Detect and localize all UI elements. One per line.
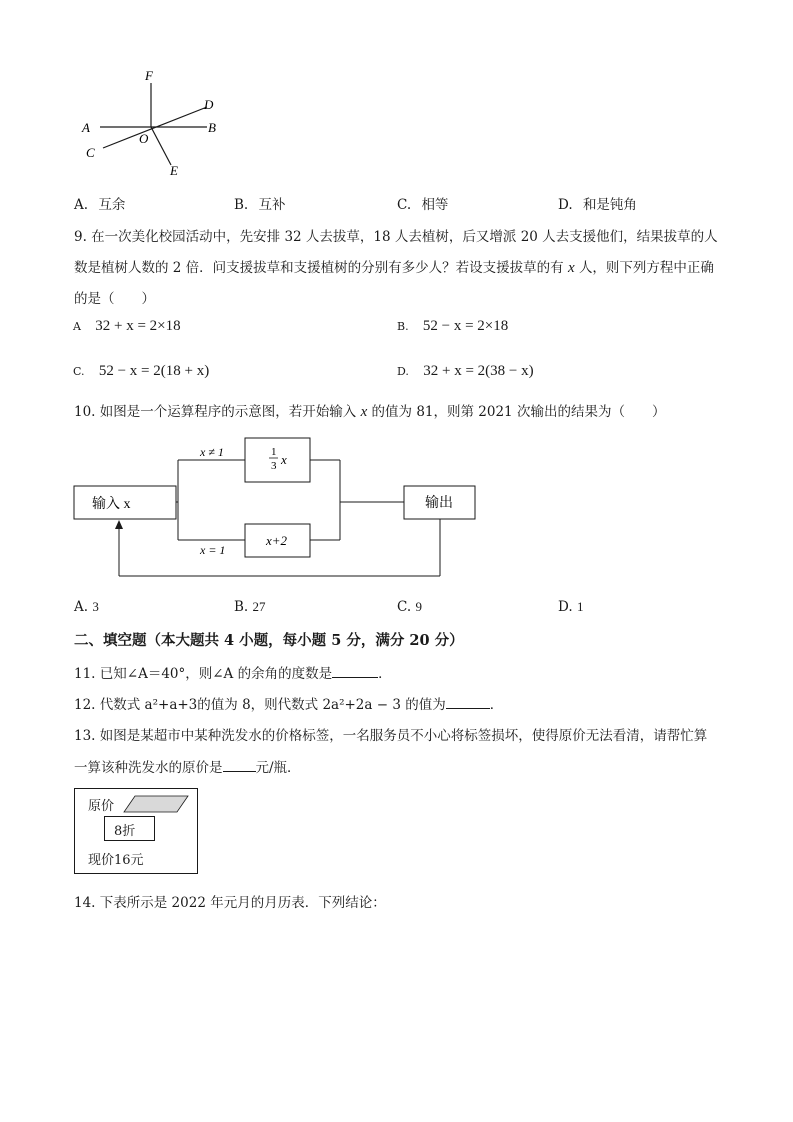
option-letter: D. xyxy=(558,599,573,615)
option-text: 相等 xyxy=(421,197,449,213)
q9-option-b xyxy=(397,318,508,335)
q13-line1: 13. 如图是某超市中某种洗发水的价格标签，一名服务员不小心将标签损坏，使得原价无法看清，请帮忙算 xyxy=(74,728,708,744)
bottom-condition: x = 1 xyxy=(200,543,226,557)
q9-line2-text: 数是植树人数的 2 倍．问支援拔草和支援植树的分别有多少人？若设支援拔草的有 xyxy=(74,260,564,276)
option-text: 互余 xyxy=(98,197,126,213)
label-d: D xyxy=(204,97,214,112)
q11-period: ． xyxy=(378,666,392,682)
fraction-denominator: 3 xyxy=(271,460,277,472)
discount-box xyxy=(104,816,155,841)
option-letter: D. xyxy=(558,197,573,213)
q8-option-a xyxy=(74,193,125,213)
q12-text: 12. 代数式 a²+a+3的值为 8，则代数式 2a²+2a − 3 的值为 xyxy=(74,697,446,713)
program-flow-diagram xyxy=(70,432,490,582)
option-letter: A. xyxy=(74,197,89,213)
option-equation: 52 − x = 2×18 xyxy=(422,318,509,334)
q10-text-a: 10. 如图是一个运算程序的示意图，若开始输入 xyxy=(74,404,357,420)
q11 xyxy=(74,662,392,682)
option-letter: C. xyxy=(73,365,85,378)
option-letter: B. xyxy=(234,197,249,213)
label-f: F xyxy=(145,68,153,83)
q11-text: 11. 已知∠A＝40°，则∠A 的余角的度数是 xyxy=(74,666,333,682)
q8-option-d xyxy=(558,193,637,213)
option-letter: B. xyxy=(397,320,409,333)
option-equation: 52 − x = 2(18 + x) xyxy=(98,363,210,379)
fraction-numerator: 1 xyxy=(271,446,277,458)
option-letter: B. xyxy=(234,599,249,615)
variable-x: x xyxy=(360,404,368,420)
q12-answer-blank[interactable] xyxy=(446,696,490,709)
q13-line2 xyxy=(74,756,301,776)
option-text: 互补 xyxy=(258,197,286,213)
q10-text xyxy=(74,400,665,421)
q10-option-b xyxy=(234,599,266,615)
q10-option-a xyxy=(74,599,99,615)
option-equation: 32 + x = 2(38 − x) xyxy=(423,363,534,379)
top-condition: x ≠ 1 xyxy=(200,445,224,459)
option-equation: 32 + x = 2×18 xyxy=(95,318,181,334)
q13-line2-text: 一算该种洗发水的原价是 xyxy=(74,760,223,776)
q9-option-c xyxy=(73,363,209,380)
q13-unit: 元/瓶． xyxy=(255,760,301,776)
torn-price-patch xyxy=(123,795,189,813)
label-o: O xyxy=(139,131,149,146)
q8-option-c xyxy=(397,193,448,213)
q13-answer-blank[interactable] xyxy=(223,759,256,772)
input-label: 输入 x xyxy=(92,497,131,512)
label-a: A xyxy=(82,120,90,135)
q10-option-c xyxy=(397,599,422,615)
label-c: C xyxy=(86,145,95,160)
fraction-variable: x xyxy=(281,452,287,467)
q12-period: ． xyxy=(489,697,504,713)
q9-line3: 的是（ ） xyxy=(74,291,155,307)
q8-option-b xyxy=(234,193,286,213)
q9-option-d xyxy=(397,363,534,380)
q12 xyxy=(74,693,503,713)
option-letter: C. xyxy=(397,599,412,615)
ray-oe xyxy=(151,127,171,165)
q11-answer-blank[interactable] xyxy=(332,665,378,678)
q14: 14. 下表所示是 2022 年元月的月历表．下列结论： xyxy=(74,895,386,911)
q9-line2 xyxy=(74,256,714,277)
option-letter: D. xyxy=(397,365,409,378)
option-text: 1 xyxy=(576,599,584,614)
q9-option-a xyxy=(73,318,181,335)
q9-line1: 9. 在一次美化校园活动中，先安排 32 人去拔草，18 人去植树，后又增派 20 人去支援他们，结果拔草的人 xyxy=(74,229,718,245)
variable-x: x xyxy=(567,260,575,276)
price-tag xyxy=(74,788,198,874)
option-letter: A. xyxy=(74,599,89,615)
section-heading: 二、填空题（本大题共 4 小题，每小题 5 分，满分 20 分） xyxy=(74,632,464,649)
original-price-label: 原价 xyxy=(88,799,115,814)
option-text: 9 xyxy=(415,599,422,614)
add-two-label: x+2 xyxy=(266,533,288,548)
discount-label: 8折 xyxy=(114,824,136,839)
label-b: B xyxy=(208,120,216,135)
q10-option-d xyxy=(558,599,583,615)
angle-figure xyxy=(70,65,230,180)
output-label: 输出 xyxy=(425,496,453,511)
current-price-label: 现价16元 xyxy=(88,853,144,868)
option-text: 3 xyxy=(92,599,99,614)
q10-text-b: 的值为 81，则第 2021 次输出的结果为（ ） xyxy=(371,404,666,420)
arrow-head-icon xyxy=(115,520,123,529)
option-letter: A xyxy=(73,320,81,333)
option-letter: C. xyxy=(397,197,412,213)
option-text: 27 xyxy=(252,599,266,614)
option-text: 和是钝角 xyxy=(582,197,637,213)
q9-line2-text-end: 人，则下列方程中正确 xyxy=(578,260,714,276)
divide-by-three-box xyxy=(245,438,310,482)
label-e: E xyxy=(170,163,178,178)
